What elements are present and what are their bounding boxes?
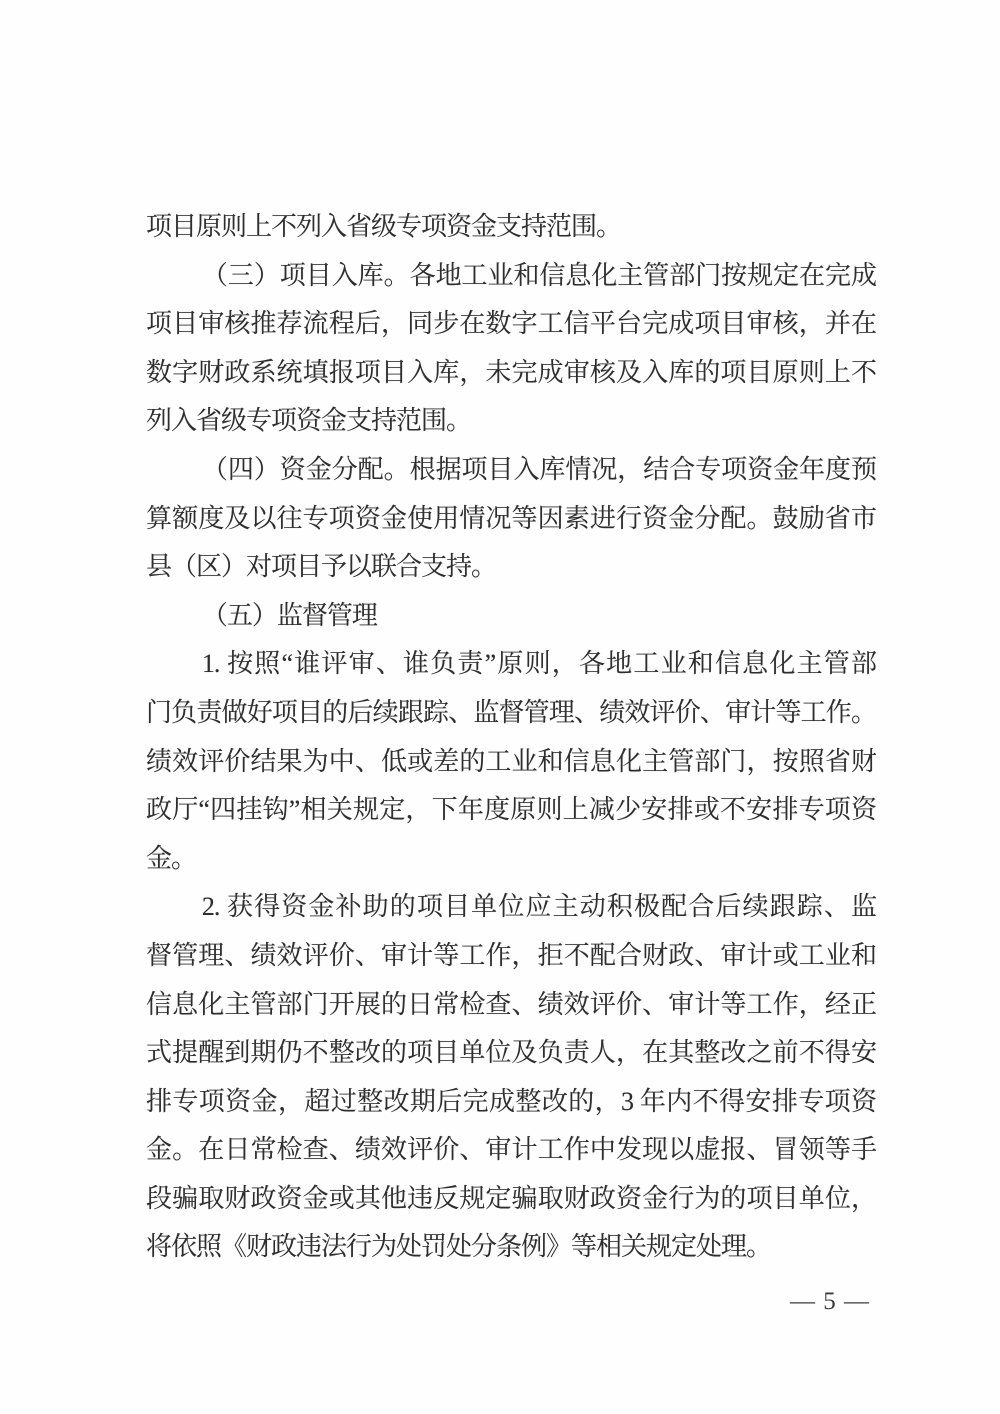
text-line-section-5-heading: （五）监督管理 — [201, 600, 377, 630]
text-line: 县（区）对项目予以联合支持。 — [146, 552, 497, 582]
text-line-item-2: 2. 获得资金补助的项目单位应主动积极配合后续跟踪、监 — [201, 892, 876, 922]
text-line: 式提醒到期仍不整改的项目单位及负责人，在其整改之前不得安 — [146, 1038, 876, 1068]
text-line: 算额度及以往专项资金使用情况等因素进行资金分配。鼓励省市 — [146, 503, 876, 533]
text-line: 绩效评价结果为中、低或差的工业和信息化主管部门，按照省财 — [146, 746, 876, 776]
text-line: 金。在日常检查、绩效评价、审计工作中发现以虚报、冒领等手 — [146, 1135, 876, 1165]
text-line: 项目原则上不列入省级专项资金支持范围。 — [146, 212, 622, 241]
text-line-item-1: 1. 按照“谁评审、谁负责”原则，各地工业和信息化主管部 — [201, 649, 876, 679]
text-line: 门负责做好项目的后续跟踪、监督管理、绩效评价、审计等工作。 — [146, 697, 876, 727]
text-line: 段骗取财政资金或其他违反规定骗取财政资金行为的项目单位， — [146, 1183, 876, 1213]
text-line: 排专项资金，超过整改期后完成整改的，3 年内不得安排专项资 — [146, 1086, 876, 1116]
text-line: 列入省级专项资金支持范围。 — [146, 406, 472, 436]
text-line: 金。 — [146, 843, 197, 873]
text-line: 项目审核推荐流程后，同步在数字工信平台完成项目审核，并在 — [146, 309, 876, 339]
text-line: 政厅“四挂钩”相关规定，下年度原则上减少安排或不安排专项资 — [146, 795, 876, 825]
text-line-section-3-heading: （三）项目入库。各地工业和信息化主管部门按规定在完成 — [201, 260, 876, 290]
document-body — [146, 203, 876, 1319]
text-line: 信息化主管部门开展的日常检查、绩效评价、审计等工作，经正 — [146, 989, 876, 1019]
text-line-section-4-heading: （四）资金分配。根据项目入库情况，结合专项资金年度预 — [201, 454, 876, 484]
text-line: 数字财政系统填报项目入库，未完成审核及入库的项目原则上不 — [146, 357, 876, 387]
text-line: 将依照《财政违法行为处罚处分条例》等相关规定处理。 — [146, 1232, 772, 1262]
page-number: — 5 — — [790, 1288, 870, 1316]
text-line: 督管理、绩效评价、审计等工作，拒不配合财政、审计或工业和 — [146, 940, 876, 970]
